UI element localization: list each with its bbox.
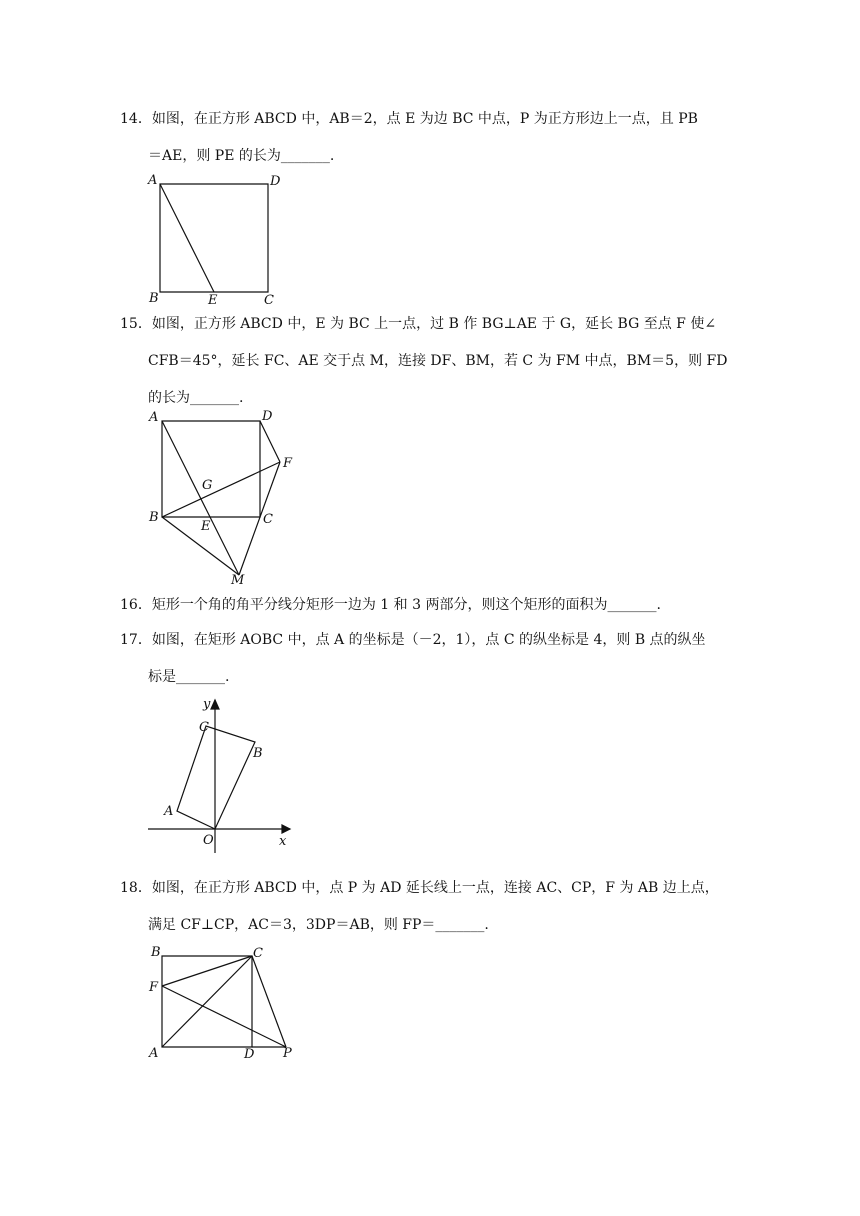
question-18-line-2: 满足 CF⊥CP，AC＝3，3DP＝AB，则 FP＝_______. — [148, 917, 489, 933]
question-14 — [120, 101, 735, 175]
fig17-label-y: y — [203, 697, 211, 712]
question-17 — [120, 622, 735, 696]
figure-15-square — [140, 405, 310, 590]
question-14-number: 14． — [120, 111, 152, 127]
question-14-line-2: ＝AE，则 PE 的长为_______. — [148, 148, 335, 164]
question-17-line-2: 标是_______. — [148, 669, 230, 685]
fig17-label-o: O — [203, 833, 214, 848]
fig15-label-d: D — [262, 409, 273, 424]
fig14-label-d: D — [270, 174, 281, 189]
question-15-line-1: 15．如图，正方形 ABCD 中，E 为 BC 上一点，过 B 作 BG⊥AE 于 G，延长 BG 至点 F 使∠ — [120, 306, 735, 343]
fig14-label-b: B — [149, 291, 159, 306]
question-17-number: 17． — [120, 632, 152, 648]
fig15-label-f: F — [283, 456, 293, 471]
fig18-label-c: C — [253, 946, 263, 961]
figure-18-square — [140, 940, 310, 1070]
fig18-label-p: P — [283, 1046, 292, 1061]
question-15-line-3: 的长为_______. — [148, 390, 244, 406]
question-15 — [120, 306, 735, 417]
fig18-label-f: F — [149, 980, 159, 995]
fig17-label-b: B — [253, 746, 263, 761]
question-18-number: 18． — [120, 880, 152, 896]
fig15-label-c: C — [263, 512, 273, 527]
fig18-label-a: A — [149, 1046, 159, 1061]
fig15-label-a: A — [149, 410, 159, 425]
fig15-label-m: M — [231, 573, 245, 588]
question-15-line-2: CFB＝45°，延长 FC、AE 交于点 M，连接 DF、BM，若 C 为 FM 中点，BM＝5，则 FD — [148, 353, 728, 369]
fig15-label-g: G — [202, 478, 213, 493]
question-18 — [120, 870, 735, 944]
fig14-label-c: C — [264, 293, 274, 308]
fig15-label-b: B — [149, 510, 159, 525]
fig18-label-b: B — [151, 945, 161, 960]
fig17-label-x: x — [279, 834, 287, 849]
question-16-number: 16． — [120, 597, 152, 613]
fig18-label-d: D — [244, 1047, 255, 1062]
fig17-label-a: A — [164, 804, 174, 819]
question-17-line-1: 17．如图，在矩形 AOBC 中，点 A 的坐标是（－2，1），点 C 的纵坐标是 4，则 B 点的纵坐 — [120, 622, 735, 659]
question-18-line-1: 18．如图，在正方形 ABCD 中，点 P 为 AD 延长线上一点，连接 AC、CP，F 为 AB 边上点， — [120, 870, 735, 907]
fig15-label-e: E — [201, 519, 211, 534]
fig14-label-e: E — [208, 293, 218, 308]
question-16 — [120, 587, 735, 624]
fig17-label-c: C — [199, 720, 209, 735]
question-15-number: 15． — [120, 316, 152, 332]
question-14-line-1: 14．如图，在正方形 ABCD 中，AB＝2，点 E 为边 BC 中点，P 为正方形边上一点，且 PB — [120, 101, 735, 138]
question-16-line-1: 16．矩形一个角的角平分线分矩形一边为 1 和 3 两部分，则这个矩形的面积为_______. — [120, 587, 735, 624]
figure-14-square — [140, 170, 290, 310]
figure-17-coordinate-rectangle — [140, 690, 300, 855]
fig14-label-a: A — [148, 173, 158, 188]
